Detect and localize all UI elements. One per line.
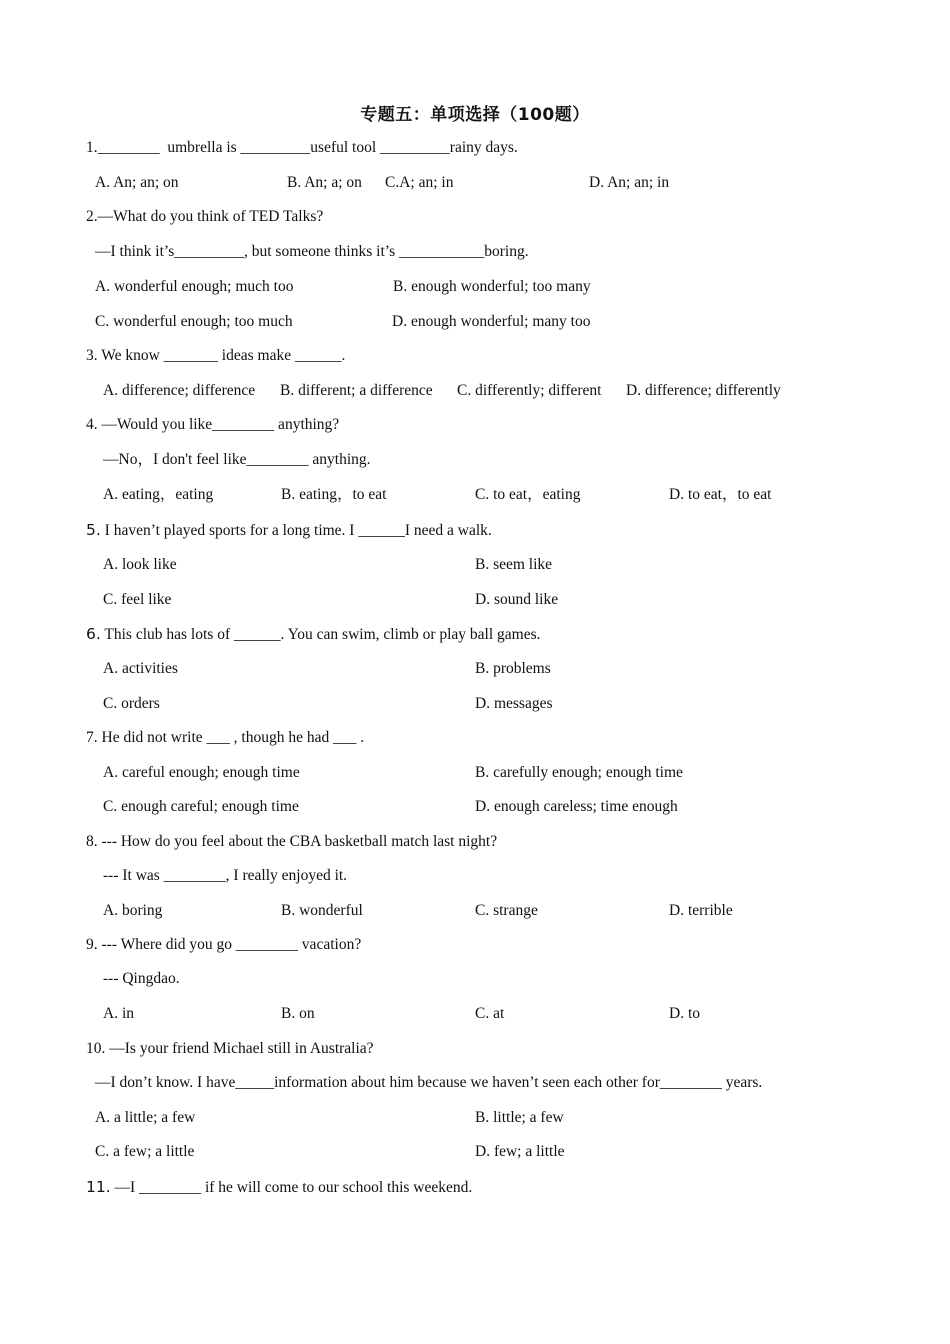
- question-7-option-b: B. carefully enough; enough time: [475, 764, 683, 781]
- question-3-option-c: C. differently; different: [457, 382, 602, 399]
- question-5-number: 5.: [86, 521, 101, 539]
- question-1-option-a: A. An; an; on: [95, 174, 179, 191]
- question-3-stem: 3. We know _______ ideas make ______.: [86, 347, 346, 364]
- question-5-text: I haven’t played sports for a long time. I ______I need a walk.: [100, 522, 492, 539]
- question-11-stem: [86, 1176, 472, 1199]
- question-2-option-d: D. enough wonderful; many too: [392, 313, 591, 330]
- question-3-option-d: D. difference; differently: [626, 382, 781, 399]
- question-6-number: 6.: [86, 625, 101, 643]
- question-10-reply: —I don’t know. I have_____information about him because we haven’t seen each other for________ years.: [95, 1074, 763, 1091]
- question-10-option-c: C. a few; a little: [95, 1143, 195, 1160]
- question-10-stem: 10. —Is your friend Michael still in Australia?: [86, 1040, 374, 1057]
- question-9-reply: --- Qingdao.: [103, 970, 180, 987]
- question-8-option-b: B. wonderful: [281, 902, 363, 919]
- question-11-number: 11.: [86, 1178, 111, 1196]
- question-5-option-c: C. feel like: [103, 591, 172, 608]
- question-8-option-d: D. terrible: [669, 902, 733, 919]
- question-2-stem: 2.—What do you think of TED Talks?: [86, 208, 324, 225]
- question-8-stem: 8. --- How do you feel about the CBA basketball match last night?: [86, 833, 498, 850]
- question-11-text: —I ________ if he will come to our school this weekend.: [110, 1179, 473, 1196]
- question-5-option-b: B. seem like: [475, 556, 553, 573]
- question-7-stem: 7. He did not write ___ , though he had ___ .: [86, 729, 365, 746]
- question-6-option-b: B. problems: [475, 660, 551, 677]
- question-1-option-c: C.A; an; in: [385, 174, 454, 191]
- question-8-reply: --- It was ________, I really enjoyed it.: [103, 867, 348, 884]
- question-4-option-d: D. to eat，to eat: [669, 486, 772, 503]
- question-9-option-c: C. at: [475, 1005, 505, 1022]
- question-7-option-c: C. enough careful; enough time: [103, 798, 299, 815]
- question-4-option-a: A. eating，eating: [103, 486, 214, 503]
- question-2-option-a: A. wonderful enough; much too: [95, 278, 294, 295]
- question-4-option-c: C. to eat，eating: [475, 486, 581, 503]
- question-2-option-c: C. wonderful enough; too much: [95, 313, 293, 330]
- question-10-option-b: B. little; a few: [475, 1109, 564, 1126]
- question-10-option-d: D. few; a little: [475, 1143, 565, 1160]
- question-9-option-b: B. on: [281, 1005, 315, 1022]
- question-5-stem: [86, 519, 492, 542]
- question-2-option-b: B. enough wonderful; too many: [393, 278, 591, 295]
- question-9-option-d: D. to: [669, 1005, 700, 1022]
- question-7-option-d: D. enough careless; time enough: [475, 798, 678, 815]
- question-7-option-a: A. careful enough; enough time: [103, 764, 300, 781]
- question-4-option-b: B. eating，to eat: [281, 486, 387, 503]
- question-6-text: This club has lots of ______. You can swim, climb or play ball games.: [100, 626, 541, 643]
- question-6-option-d: D. messages: [475, 695, 553, 712]
- question-6-option-a: A. activities: [103, 660, 178, 677]
- question-3-option-a: A. difference; difference: [103, 382, 256, 399]
- question-8-option-a: A. boring: [103, 902, 163, 919]
- question-8-option-c: C. strange: [475, 902, 538, 919]
- page-title: 专题五：单项选择（100题）: [360, 105, 590, 125]
- question-1-option-d: D. An; an; in: [589, 174, 670, 191]
- question-1-stem: 1.________ umbrella is _________useful tool _________rainy days.: [86, 139, 518, 156]
- question-1-option-b: B. An; a; on: [287, 174, 362, 191]
- question-2-reply: —I think it’s_________, but someone thinks it’s ___________boring.: [95, 243, 529, 260]
- question-5-option-d: D. sound like: [475, 591, 559, 608]
- question-9-option-a: A. in: [103, 1005, 134, 1022]
- question-9-stem: 9. --- Where did you go ________ vacation?: [86, 936, 362, 953]
- question-4-stem: 4. —Would you like________ anything?: [86, 416, 340, 433]
- question-4-reply: —No，I don't feel like________ anything.: [103, 451, 371, 468]
- question-10-option-a: A. a little; a few: [95, 1109, 196, 1126]
- question-6-option-c: C. orders: [103, 695, 160, 712]
- question-6-stem: [86, 623, 541, 646]
- question-5-option-a: A. look like: [103, 556, 177, 573]
- question-3-option-b: B. different; a difference: [280, 382, 433, 399]
